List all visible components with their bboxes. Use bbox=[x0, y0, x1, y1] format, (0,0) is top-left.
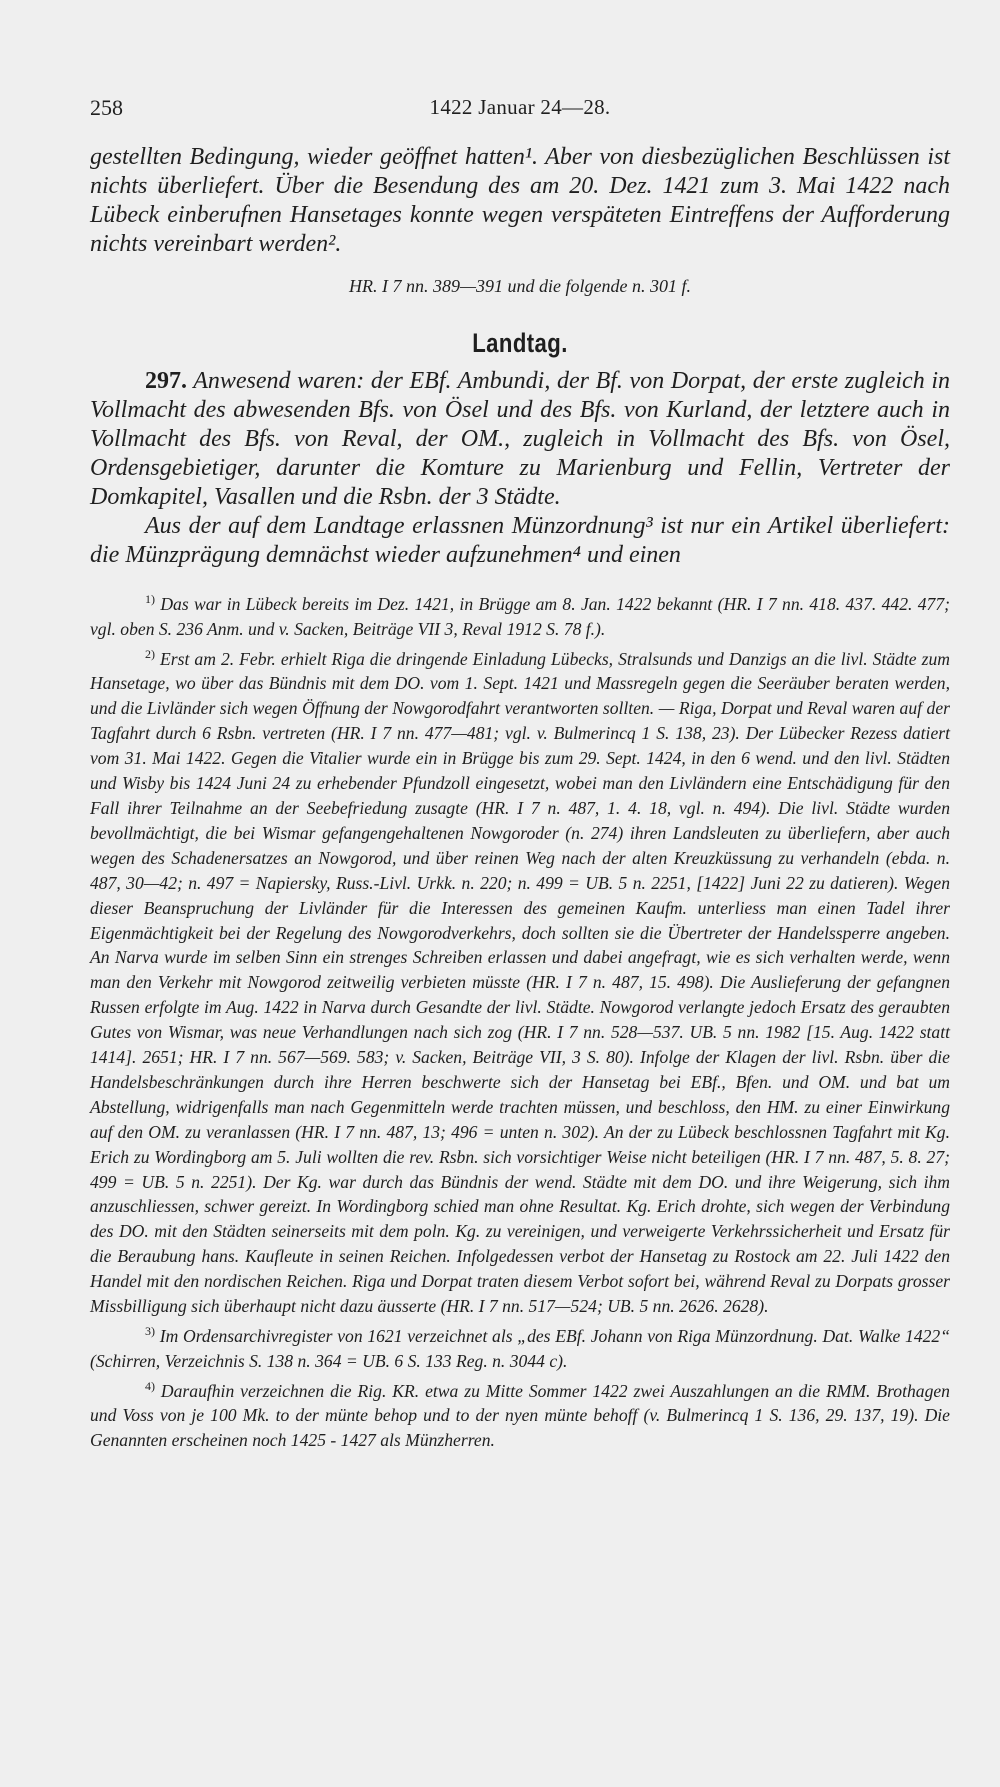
entry-number: 297. bbox=[145, 368, 187, 394]
footnote-marker: 1) bbox=[145, 592, 155, 606]
footnotes bbox=[90, 587, 950, 1453]
footnote-1 bbox=[90, 587, 950, 642]
footnote-text: Im Ordensarchivregister von 1621 verzeichnet als „des EBf. Johann von Riga Münzordnung. Dat. Walke 1422“ (Schirren, Verzeichnis S. 138 n. 364 = UB. 6 S. 133 Reg. n. 3044 c). bbox=[90, 1325, 950, 1371]
footnote-text: Daraufhin verzeichnen die Rig. KR. etwa zu Mitte Sommer 1422 zwei Auszahlungen an die RMM. Brothagen und Voss von je 100 Mk. to der münte behop und to der nyen münte behoff (v. Bulmerincq 1 S. 136, 29. 137, 19). Die Genannten erscheinen noch 1425 - 1427 als Münzherren. bbox=[90, 1380, 950, 1451]
entry-297 bbox=[90, 367, 950, 570]
entry-text: Anwesend waren: der EBf. Ambundi, der Bf. von Dorpat, der erste zugleich in Vollmacht des abwesenden Bfs. von Ösel und des Bfs. von Kurland, der letztere auch in Vollmacht des Bfs. von Reval, der OM., zugleich in Vollmacht des Bfs. von Ösel, Ordensgebietiger, darunter die Komture zu Marienburg und Fellin, Vertreter der Domkapitel, Vasallen und die Rsbn. der 3 Städte. bbox=[90, 368, 950, 510]
footnote-marker: 2) bbox=[145, 646, 155, 661]
page-number: 258 bbox=[90, 95, 123, 120]
footnote-3 bbox=[90, 1319, 950, 1374]
running-head bbox=[90, 95, 950, 125]
intro-paragraph: gestellten Bedingung, wieder geöffnet hatten¹. Aber von diesbezüglichen Beschlüssen ist nichts überliefert. Über die Besendung des am 20. Dez. 1421 zum 3. Mai 1422 nach Lübeck einberufnen Hansetages konnte wegen verspäteten Eintreffens der Aufforderung nichts vereinbart werden². bbox=[90, 144, 950, 257]
running-title: 1422 Januar 24—28. bbox=[429, 95, 611, 119]
footnote-marker: 4) bbox=[145, 1378, 155, 1393]
footnote-text: Das war in Lübeck bereits im Dez. 1421, in Brügge am 8. Jan. 1422 bekannt (HR. I 7 nn. 418. 437. 442. 477; vgl. oben S. 236 Anm. und v. Sacken, Beiträge VII 3, Reval 1912 S. 78 f.). bbox=[90, 593, 950, 639]
section-heading: Landtag. bbox=[472, 328, 568, 358]
entry-text-continued: Aus der auf dem Landtage erlassnen Münzordnung³ ist nur ein Artikel überliefert: die Münzprägung demnächst wieder aufzunehmen⁴ und einen bbox=[90, 513, 950, 568]
footnote-marker: 3) bbox=[145, 1324, 155, 1338]
source-reference: HR. I 7 nn. 389—391 und die folgende n. 301 f. bbox=[349, 276, 691, 296]
footnote-2 bbox=[90, 642, 950, 1319]
footnote-4 bbox=[90, 1374, 950, 1454]
footnote-text: Erst am 2. Febr. erhielt Riga die dringende Einladung Lübecks, Stralsunds und Danzigs an die livl. Städte zum Hansetage, wo über das Bündnis mit dem DO. vom 1. Sept. 1421 und Massregeln gegen die Seeräuber beraten werden, und die Livländer sich wegen Öffnung der Nowgorodfahrt verantworten sollten. — Riga, Dorpat und Reval waren auf der Tagfahrt durch 6 Rsbn. vertreten (HR. I 7 nn. 477—481; vgl. v. Bulmerincq 1 S. 138, 23). Der Lübecker Rezess datiert vom 31. Mai 1422. Gegen die Vitalier wurde ein in Brügge bis zum 29. Sept. 1424, in den 6 wend. und den livl. Städten und Wisby bis 1424 Juni 24 zu erhebender Pfundzoll eingesetzt, wobei man den Livländern eine Entschädigung für den Fall ihrer Teilnahme an der Seebefriedung zusagte (HR. I 7 n. 487, 1. 4. 18, vgl. n. 494). Die livl. Städte wurden bevollmächtigt, die bei Wismar gefangengehaltenen Nowgoroder (n. 274) ihren Landsleuten zu überliefern, aber auch wegen des Schadenersatzes an Nowgorod, und über reinen Weg nach der alten Kreuzküssung zu verhandeln (ebda. n. 487, 30—42; n. 497 = Napiersky, Russ.-Livl. Urkk. n. 220; n. 499 = UB. 5 n. 2251, [1422] Juni 22 zu datieren). Wegen dieser Beanspruchung der Livländer für die Interessen des gemeinen Kaufm. unterliess man einen Tadel ihrer Eigenmächtigkeit bei der Regelung des Nowgorodverkehrs, doch sollten sie die Übertreter der Handelssperre angeben. An Narva wurde im selben Sinn ein strenges Schreiben erlassen und dabei angefragt, wie es sich verhalten werde, wenn man den Verkehr mit Nowgorod zeitweilig verbieten müsste (HR. I 7 n. 487, 15. 498). Die Auslieferung der gefangnen Russen erfolgte im Aug. 1422 in Narva durch Gesandte der livl. Städte. Nowgorod verlangte jedoch Ersatz des geraubten Gutes von Wismar, was neue Verhandlungen nach sich zog (HR. I 7 nn. 528—537. UB. 5 nn. 1982 [15. Aug. 1422 statt 1414]. 2651; HR. I 7 nn. 567—569. 583; v. Sacken, Beiträge VII, 3 S. 80). Infolge der Klagen der livl. Rsbn. über die Handelsbeschränkungen durch ihre Herren beschwerte sich der Hansetag bei EBf., Bfen. und OM. und bat um Abstellung, widrigenfalls man nach Gegenmitteln werde trachten müssen, und beschloss, den HM. zu einer Einwirkung auf den OM. zu veranlassen (HR. I 7 nn. 487, 13; 496 = unten n. 302). An der zu Lübeck beschlossnen Tagfahrt mit Kg. Erich zu Wordingborg am 5. Juli wollten die rev. Rsbn. sich vorsichtiger Weise nicht beteiligen (HR. I 7 nn. 487, 5. 8. 27; 499 = UB. 5 n. 2251). Der Kg. war durch das Bündnis der wend. Städte mit dem DO. und ihre Weigerung, sich ihm anzuschliessen, schwer gereizt. In Wordingborg schied man ohne Resultat. Kg. Erich drohte, sich wegen der Verbindung des DO. mit den Städten seinerseits mit dem poln. Kg. zu vereinigen, und verweigerte Verkehrssicherheit und Ersatz für die Beraubung hans. Kaufleute in seinen Reichen. Infolgedessen verbot der Hansetag zu Rostock am 22. Juli 1422 den Handel mit den nordischen Reichen. Riga und Dorpat traten diesem Verbot sofort bei, während Reval zu Dorpats grosser Missbilligung sich überhaupt nicht dazu äusserte (HR. I 7 nn. 517—524; UB. 5 nn. 2626. 2628). bbox=[90, 648, 951, 1317]
